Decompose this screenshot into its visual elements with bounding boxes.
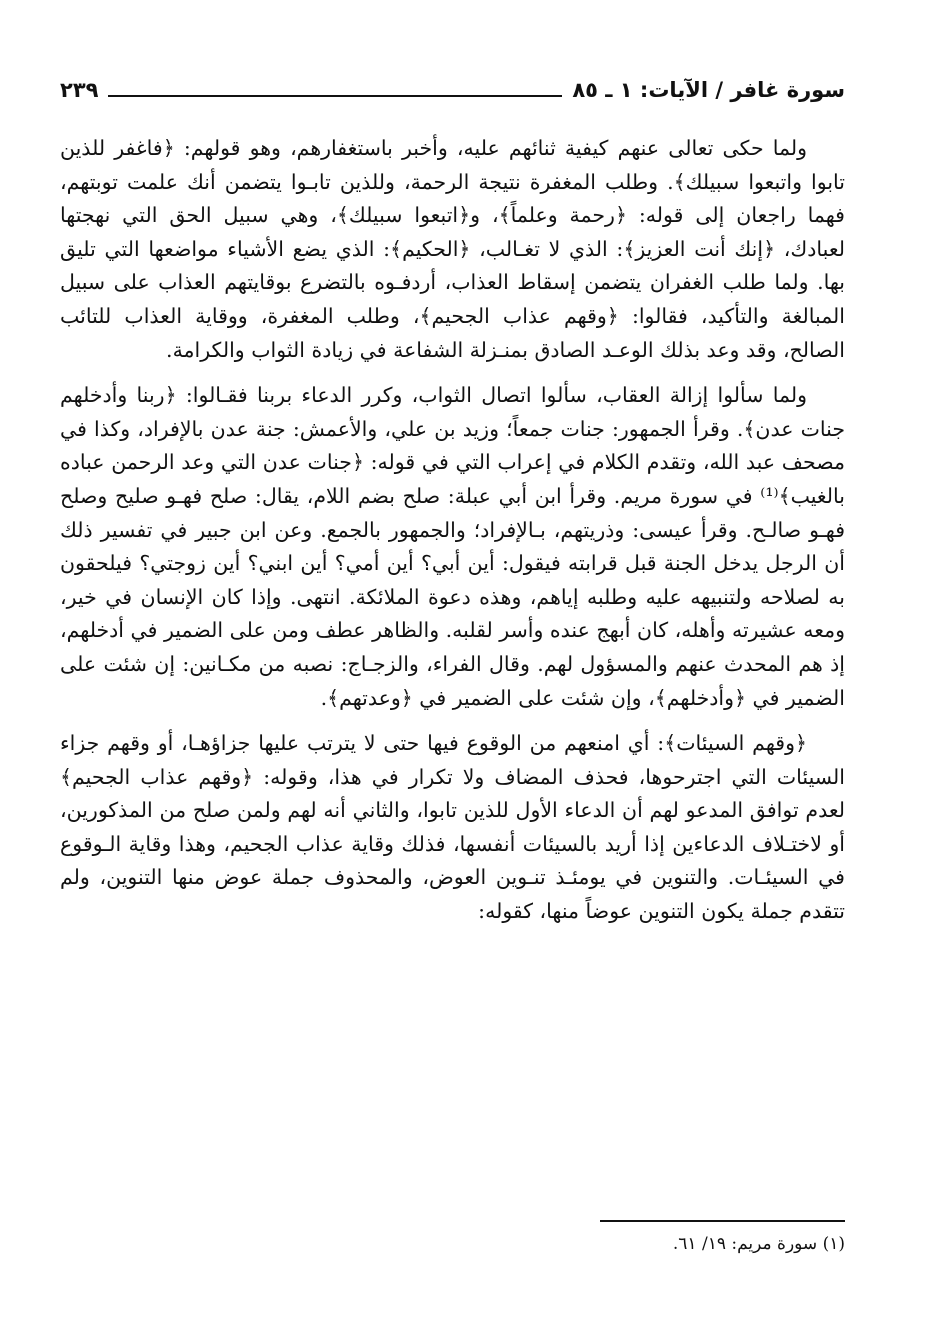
paragraph-3: ﴿وقهم السيئات﴾: أي امنعهم من الوقوع فيها حتى لا يترتب عليها جزاؤهـا، أو وقهم جزاء السيئات التي اجترحوها، فحذف المضاف ولا تكرار في هذا، وقوله: ﴿وقهم عذاب الجحيم﴾ لعدم توافق المدعو لهم أن الدعاء الأول للذين تابوا، والثاني أنه لهم ولمن صلح من المذكورين، أو لاختـلاف الدعاءين إذا أريد بالسيئات أنفسها، فذلك وقاية عذاب الجحيم، وهذا وقاية الـوقوع في السيئـات. والتنوين في يومئـذ تنـوين العوض، والمحذوف جملة عوض منها التنوين، ولم تتقدم جملة يكون التنوين عوضاً منها، كقوله: [60,731,845,924]
footnote-separator [600,1220,845,1222]
paragraph-1: ولما حكى تعالى عنهم كيفية ثنائهم عليه، وأخبر باستغفارهم، وهو قولهم: ﴿فاغفر للذين تابوا واتبعوا سبيلك﴾. وطلب المغفرة نتيجة الرحمة، وللذين تابـوا يتضمن أنك علمت توبتهم، فهما راجعان إلى قوله: ﴿رحمة وعلماً﴾، و﴿اتبعوا سبيلك﴾، وهي سبيل الحق التي نهجتها لعبادك، ﴿إنك أنت العزيز﴾: الذي لا تغـالب، ﴿الحكيم﴾: الذي يضع الأشياء مواضعها التي تليق بها. ولما طلب الغفران يتضمن إسقاط العذاب، أردفـوه بالتضرع بوقايتهم العذاب على سبيل المبالغة والتأكيد، فقالوا: ﴿وقهم عذاب الجحيم﴾، وطلب المغفرة، ووقاية العذاب للتائب الصالح، وقد وعد بذلك الوعـد الصادق بمنـزلة الشفاعة في زيادة الثواب والكرامة. [60,136,845,362]
header-rule [108,95,562,97]
page-number: ٢٣٩ [60,78,99,102]
paragraph-2: ولما سألوا إزالة العقاب، سألوا اتصال الثواب، وكرر الدعاء بربنا فقـالوا: ﴿ربنا وأدخلهم جنات عدن﴾. وقرأ الجمهور: جنات جمعاً؛ وزيد بن علي، والأعمش: جنة عدن بالإفراد، وكذا في مصحف عبد الله، وتقدم الكلام في إعراب التي في قوله: ﴿جنات عدن التي وعد الرحمن عباده بالغيب﴾⁽¹⁾ في سورة مريم. وقرأ ابن أبي عبلة: صلح بضم اللام، يقال: صلح فهـو صليح وصلح فهـو صالـح. وقرأ عيسى: وذريتهم، بـالإفراد؛ والجمهور بالجمع. وعن ابن جبير في تفسير ذلك أن الرجل يدخل الجنة قبل قرابته فيقول: أين أبي؟ أين أمي؟ أين ابني؟ أين زوجتي؟ فيلحقون به لصلاحه ولتنبيهه عليه وطلبه إياهم، وهذه دعوة الملائكة. انتهى. وإذا كان الإنسان في خير، ومعه عشيرته وأهله، كان أبهج عنده وأسر لقلبه. والظاهر عطف ومن على الضمير في أدخلهم، إذ هم المحدث عنهم والمسؤول لهم. وقال الفراء، والزجـاج: نصبه من مكـانين: إن شئت على الضمير في ﴿وأدخلهم﴾، وإن شئت على الضمير في ﴿وعدتهم﴾. [60,383,845,710]
book-page [60,70,845,1300]
surah-title: سورة غافر / الآيات: ١ ـ ٨٥ [572,78,845,102]
body-text [60,132,845,941]
running-header [60,70,845,110]
footnote: (١) سورة مريم: ١٩/ ٦١. [672,1234,845,1254]
